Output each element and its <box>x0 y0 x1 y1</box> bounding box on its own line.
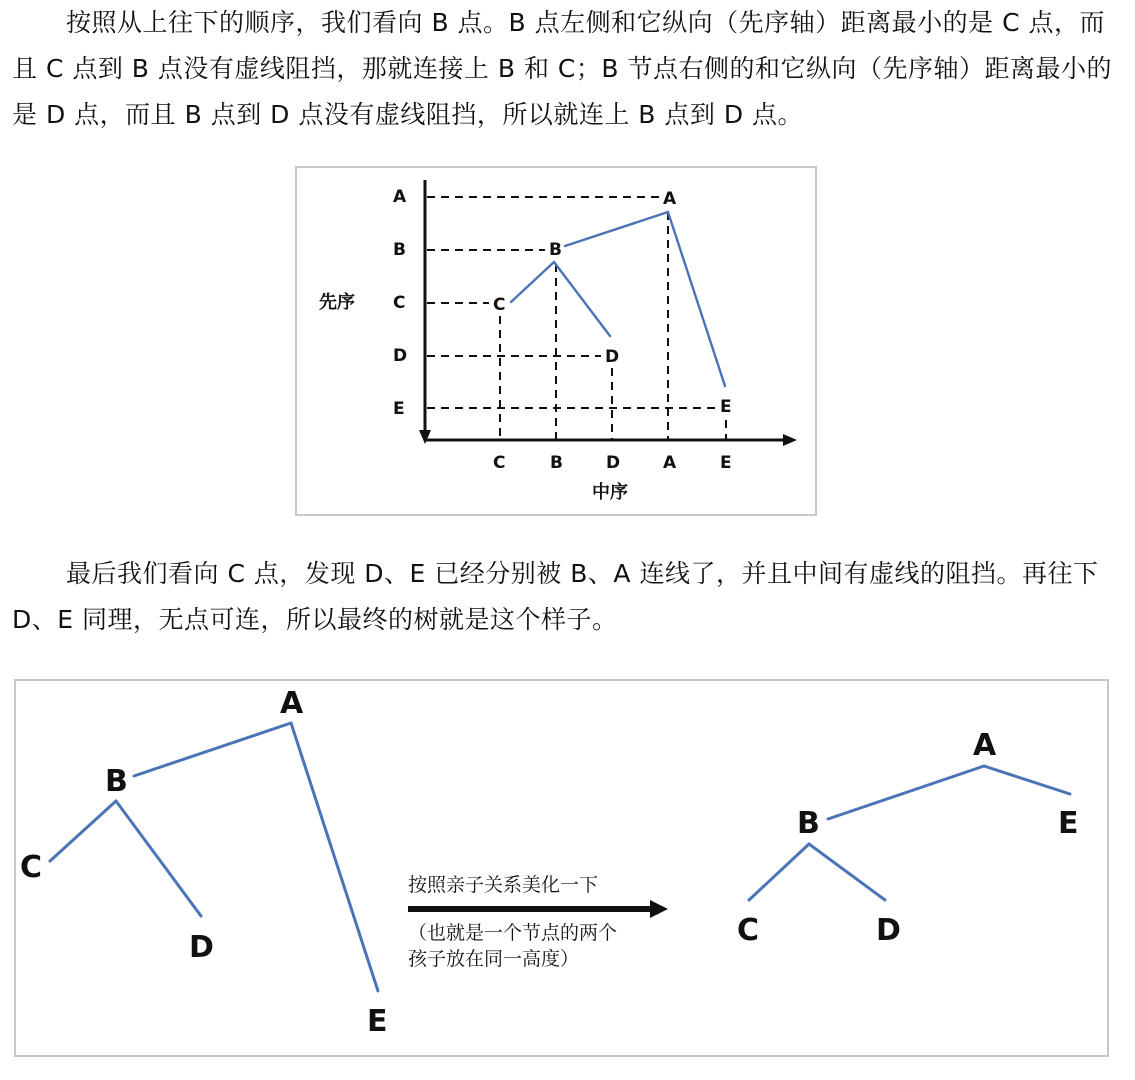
figure-2-svg <box>16 681 1111 1059</box>
right-node-e: E <box>1058 806 1079 841</box>
transform-arrow-head <box>650 900 668 918</box>
paragraph-1: 按照从上往下的顺序，我们看向 B 点。B 点左侧和它纵向（先序轴）距离最小的是 C 点，而且 C 点到 B 点没有虚线阻挡，那就连接上 B 和 C；B 节点右侧的和它纵向（先序轴）距离最小的是 D 点，而且 B 点到 D 点没有虚线阻挡，所以就连上 B 点到 D 点。 <box>12 8 1112 129</box>
edge-a-e <box>668 212 725 386</box>
right-node-d: D <box>876 913 901 948</box>
left-node-e: E <box>367 1004 388 1039</box>
figure-1-grid-diagram <box>295 166 817 516</box>
right-node-c: C <box>737 913 760 948</box>
node-d: D <box>605 347 620 367</box>
x-tick-d: D <box>606 453 621 473</box>
right-node-b: B <box>797 806 820 841</box>
x-axis-label: 中序 <box>592 482 628 503</box>
right-edge-b-a <box>828 766 984 819</box>
right-edge-b-c <box>749 844 809 900</box>
edge-b-d <box>554 262 610 336</box>
x-axis-arrowhead <box>783 434 797 446</box>
figure-2-tree-comparison <box>14 679 1109 1057</box>
left-node-c: C <box>20 850 43 885</box>
left-edge-b-a <box>134 723 291 776</box>
y-tick-c: C <box>393 293 406 313</box>
y-tick-b: B <box>393 240 406 260</box>
left-node-d: D <box>189 930 214 965</box>
y-axis-arrowhead <box>419 430 431 444</box>
y-tick-e: E <box>393 399 405 419</box>
arrow-note-line-2: 孩子放在同一高度） <box>408 948 580 970</box>
left-node-a: A <box>280 686 304 721</box>
arrow-caption: 按照亲子关系美化一下 <box>408 874 599 896</box>
edge-b-a <box>565 212 668 246</box>
arrow-note-line-1: （也就是一个节点的两个 <box>408 922 618 944</box>
y-axis-label: 先序 <box>319 292 355 313</box>
left-edge-a-e <box>291 723 378 991</box>
paragraph-2: 最后我们看向 C 点，发现 D、E 已经分别被 B、A 连线了，并且中间有虚线的阻挡。再往下 D、E 同理，无点可连，所以最终的树就是这个样子。 <box>12 559 1099 634</box>
node-e: E <box>720 397 732 417</box>
figure-1-svg <box>297 168 819 518</box>
node-b: B <box>549 240 562 260</box>
right-edge-b-d <box>809 844 885 900</box>
left-edge-b-c <box>50 801 116 861</box>
right-edge-a-e <box>984 766 1070 794</box>
edge-b-c <box>511 262 554 302</box>
x-tick-b: B <box>550 453 563 473</box>
node-a: A <box>663 189 677 209</box>
right-node-a: A <box>973 728 997 763</box>
x-tick-a: A <box>663 453 677 473</box>
y-tick-a: A <box>393 187 407 207</box>
left-edge-b-d <box>116 801 201 916</box>
y-tick-d: D <box>393 346 408 366</box>
node-c: C <box>493 295 506 315</box>
left-node-b: B <box>105 764 128 799</box>
x-tick-c: C <box>493 453 506 473</box>
x-tick-e: E <box>720 453 732 473</box>
